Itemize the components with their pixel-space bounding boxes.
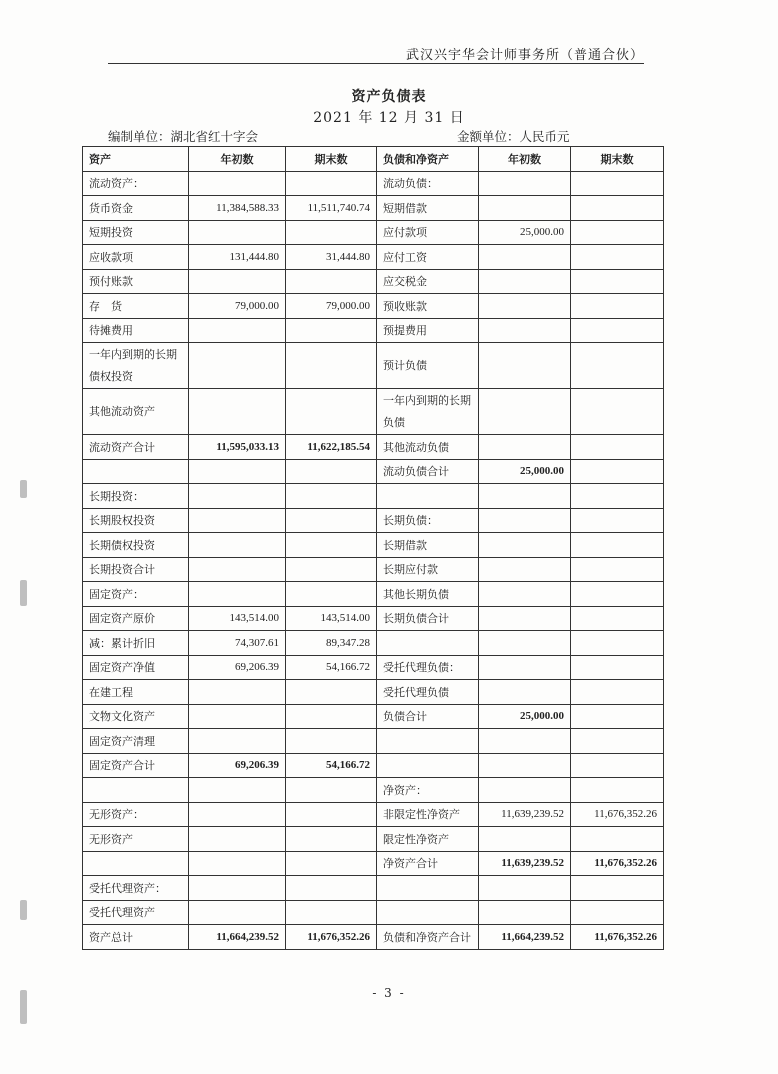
amount-cell [479, 294, 571, 319]
amount-cell [571, 827, 664, 852]
amount-cell [479, 245, 571, 270]
page-title: 资产负债表 [351, 89, 427, 105]
table-row [83, 827, 664, 852]
amount-cell [571, 582, 664, 607]
amount-cell [189, 484, 286, 509]
amount-cell [479, 876, 571, 901]
col-header-assets-opening: 年初数 [189, 147, 286, 172]
amount-cell [286, 827, 377, 852]
binding-hole-mark [20, 580, 27, 606]
amount-cell [571, 484, 664, 509]
table-row [83, 196, 664, 221]
amount-cell [189, 680, 286, 705]
item-label-cell: 净资产合计 [377, 851, 479, 876]
item-label-cell: 其他流动资产 [83, 389, 189, 435]
amount-cell: 11,511,740.74 [286, 196, 377, 221]
col-header-assets-closing: 期末数 [286, 147, 377, 172]
amount-cell [479, 631, 571, 656]
amount-cell [286, 876, 377, 901]
amount-cell [189, 876, 286, 901]
table-row [83, 876, 664, 901]
item-label-cell: 应收款项 [83, 245, 189, 270]
item-label-cell: 文物文化资产 [83, 704, 189, 729]
table-row [83, 753, 664, 778]
amount-cell: 25,000.00 [479, 459, 571, 484]
table-row [83, 484, 664, 509]
item-label-cell: 长期负债： [377, 508, 479, 533]
amount-cell [571, 631, 664, 656]
amount-cell [189, 582, 286, 607]
header-rule [108, 63, 644, 64]
col-header-liabilities-opening: 年初数 [479, 147, 571, 172]
item-label-cell: 存 货 [83, 294, 189, 319]
table-row [83, 318, 664, 343]
table-row [83, 269, 664, 294]
amount-cell [571, 220, 664, 245]
amount-cell: 11,664,239.52 [479, 925, 571, 950]
amount-cell [479, 778, 571, 803]
table-row [83, 582, 664, 607]
amount-cell: 11,676,352.26 [571, 925, 664, 950]
item-label-cell: 应付工资 [377, 245, 479, 270]
item-label-cell: 受托代理资产： [83, 876, 189, 901]
amount-cell [189, 900, 286, 925]
item-label-cell: 受托代理负债： [377, 655, 479, 680]
amount-cell [571, 171, 664, 196]
amount-cell [571, 196, 664, 221]
amount-cell [286, 704, 377, 729]
amount-cell [479, 269, 571, 294]
amount-cell [479, 484, 571, 509]
item-label-cell [377, 484, 479, 509]
table-row [83, 900, 664, 925]
amount-cell: 11,622,185.54 [286, 435, 377, 460]
amount-cell [286, 171, 377, 196]
amount-cell [189, 729, 286, 754]
amount-cell [571, 459, 664, 484]
amount-cell [479, 753, 571, 778]
amount-cell [189, 508, 286, 533]
currency-unit: 金额单位：人民币元 [457, 129, 570, 144]
item-label-cell: 固定资产： [83, 582, 189, 607]
item-label-cell [377, 753, 479, 778]
amount-cell [571, 245, 664, 270]
item-label-cell: 固定资产原价 [83, 606, 189, 631]
reporting-entity: 编制单位：湖北省红十字会 [108, 129, 259, 144]
amount-cell [479, 582, 571, 607]
amount-cell: 11,639,239.52 [479, 851, 571, 876]
table-row [83, 704, 664, 729]
item-label-cell: 净资产： [377, 778, 479, 803]
item-label-cell [377, 729, 479, 754]
amount-cell [571, 704, 664, 729]
binding-hole-mark [20, 900, 27, 920]
amount-cell [189, 343, 286, 389]
amount-cell [189, 704, 286, 729]
item-label-cell: 其他流动负债 [377, 435, 479, 460]
col-header-liabilities-closing: 期末数 [571, 147, 664, 172]
item-label-cell: 固定资产合计 [83, 753, 189, 778]
amount-cell [286, 220, 377, 245]
table-row [83, 778, 664, 803]
amount-cell [189, 851, 286, 876]
amount-cell: 74,307.61 [189, 631, 286, 656]
item-label-cell: 长期债权投资 [83, 533, 189, 558]
item-label-cell: 负债合计 [377, 704, 479, 729]
table-row [83, 655, 664, 680]
item-label-cell: 受托代理资产 [83, 900, 189, 925]
item-label-cell [377, 876, 479, 901]
amount-cell [571, 343, 664, 389]
amount-cell [571, 318, 664, 343]
amount-cell [286, 389, 377, 435]
table-row [83, 220, 664, 245]
item-label-cell: 受托代理负债 [377, 680, 479, 705]
amount-cell [571, 557, 664, 582]
amount-cell [479, 389, 571, 435]
item-label-cell: 无形资产： [83, 802, 189, 827]
table-row [83, 557, 664, 582]
amount-cell [286, 778, 377, 803]
col-header-liabilities: 负债和净资产 [377, 147, 479, 172]
amount-cell [479, 508, 571, 533]
table-row [83, 508, 664, 533]
item-label-cell: 限定性净资产 [377, 827, 479, 852]
amount-cell [571, 269, 664, 294]
binding-hole-mark [20, 990, 27, 1024]
item-label-cell: 在建工程 [83, 680, 189, 705]
item-label-cell [377, 631, 479, 656]
amount-cell [479, 343, 571, 389]
amount-cell [571, 435, 664, 460]
amount-cell [479, 435, 571, 460]
item-label-cell [377, 900, 479, 925]
amount-cell: 79,000.00 [286, 294, 377, 319]
amount-cell: 54,166.72 [286, 655, 377, 680]
amount-cell: 11,676,352.26 [286, 925, 377, 950]
item-label-cell: 流动资产合计 [83, 435, 189, 460]
amount-cell [479, 557, 571, 582]
amount-cell: 131,444.80 [189, 245, 286, 270]
amount-cell [189, 318, 286, 343]
amount-cell [189, 220, 286, 245]
amount-cell: 89,347.28 [286, 631, 377, 656]
amount-cell [286, 802, 377, 827]
amount-cell [189, 802, 286, 827]
amount-cell: 54,166.72 [286, 753, 377, 778]
table-row [83, 851, 664, 876]
item-label-cell: 流动负债： [377, 171, 479, 196]
item-label-cell: 货币资金 [83, 196, 189, 221]
amount-cell [189, 269, 286, 294]
item-label-cell [83, 851, 189, 876]
amount-cell: 69,206.39 [189, 655, 286, 680]
table-row [83, 294, 664, 319]
page-number: - 3 - [372, 986, 406, 1000]
amount-cell: 143,514.00 [286, 606, 377, 631]
amount-cell [286, 900, 377, 925]
amount-cell [571, 729, 664, 754]
amount-cell [286, 343, 377, 389]
item-label-cell: 一年内到期的长期负债 [377, 389, 479, 435]
item-label-cell: 资产总计 [83, 925, 189, 950]
amount-cell [571, 876, 664, 901]
firm-name: 武汉兴宇华会计师事务所（普通合伙） [405, 48, 644, 63]
item-label-cell: 预计负债 [377, 343, 479, 389]
amount-cell [189, 171, 286, 196]
amount-cell [286, 484, 377, 509]
item-label-cell: 长期股权投资 [83, 508, 189, 533]
amount-cell [286, 533, 377, 558]
amount-cell: 11,639,239.52 [479, 802, 571, 827]
amount-cell [571, 389, 664, 435]
amount-cell [479, 196, 571, 221]
amount-cell [286, 582, 377, 607]
item-label-cell: 流动负债合计 [377, 459, 479, 484]
amount-cell: 79,000.00 [189, 294, 286, 319]
amount-cell [571, 508, 664, 533]
amount-cell: 143,514.00 [189, 606, 286, 631]
amount-cell [286, 851, 377, 876]
item-label-cell [83, 459, 189, 484]
amount-cell: 11,384,588.33 [189, 196, 286, 221]
amount-cell: 25,000.00 [479, 220, 571, 245]
table-row [83, 606, 664, 631]
item-label-cell: 预提费用 [377, 318, 479, 343]
amount-cell [571, 606, 664, 631]
table-row [83, 680, 664, 705]
amount-cell [286, 729, 377, 754]
item-label-cell: 应交税金 [377, 269, 479, 294]
amount-cell [189, 533, 286, 558]
amount-cell [286, 318, 377, 343]
item-label-cell: 长期负债合计 [377, 606, 479, 631]
amount-cell [189, 557, 286, 582]
table-row [83, 435, 664, 460]
table-row [83, 389, 664, 435]
balance-sheet-table [82, 146, 664, 950]
item-label-cell: 长期借款 [377, 533, 479, 558]
amount-cell [479, 171, 571, 196]
amount-cell [479, 729, 571, 754]
report-date: 2021 年 12 月 31 日 [313, 110, 465, 126]
item-label-cell: 长期投资： [83, 484, 189, 509]
amount-cell: 11,595,033.13 [189, 435, 286, 460]
item-label-cell: 非限定性净资产 [377, 802, 479, 827]
amount-cell: 11,664,239.52 [189, 925, 286, 950]
col-header-assets: 资产 [83, 147, 189, 172]
amount-cell [189, 459, 286, 484]
item-label-cell: 应付款项 [377, 220, 479, 245]
item-label-cell: 长期应付款 [377, 557, 479, 582]
table-row [83, 631, 664, 656]
amount-cell: 31,444.80 [286, 245, 377, 270]
amount-cell [571, 294, 664, 319]
table-row [83, 245, 664, 270]
table-row [83, 925, 664, 950]
amount-cell: 11,676,352.26 [571, 851, 664, 876]
table-row [83, 343, 664, 389]
amount-cell [189, 778, 286, 803]
item-label-cell: 固定资产净值 [83, 655, 189, 680]
item-label-cell: 待摊费用 [83, 318, 189, 343]
item-label-cell: 一年内到期的长期债权投资 [83, 343, 189, 389]
amount-cell [479, 680, 571, 705]
table-row [83, 729, 664, 754]
amount-cell: 11,676,352.26 [571, 802, 664, 827]
amount-cell [571, 753, 664, 778]
item-label-cell: 短期投资 [83, 220, 189, 245]
amount-cell [286, 680, 377, 705]
table-row [83, 171, 664, 196]
amount-cell [189, 389, 286, 435]
item-label-cell: 短期借款 [377, 196, 479, 221]
item-label-cell [83, 778, 189, 803]
table-row [83, 459, 664, 484]
amount-cell: 25,000.00 [479, 704, 571, 729]
amount-cell [286, 269, 377, 294]
item-label-cell: 预付账款 [83, 269, 189, 294]
amount-cell [479, 533, 571, 558]
amount-cell [479, 655, 571, 680]
table-header-row [83, 147, 664, 172]
amount-cell [571, 900, 664, 925]
item-label-cell: 固定资产清理 [83, 729, 189, 754]
amount-cell [479, 900, 571, 925]
item-label-cell: 减：累计折旧 [83, 631, 189, 656]
amount-cell [479, 318, 571, 343]
amount-cell [571, 533, 664, 558]
amount-cell [571, 680, 664, 705]
amount-cell [479, 827, 571, 852]
item-label-cell: 其他长期负债 [377, 582, 479, 607]
amount-cell [571, 778, 664, 803]
item-label-cell: 无形资产 [83, 827, 189, 852]
amount-cell [479, 606, 571, 631]
item-label-cell: 长期投资合计 [83, 557, 189, 582]
binding-hole-mark [20, 480, 27, 498]
amount-cell [286, 508, 377, 533]
amount-cell [286, 459, 377, 484]
item-label-cell: 负债和净资产合计 [377, 925, 479, 950]
amount-cell [286, 557, 377, 582]
table-row [83, 533, 664, 558]
amount-cell: 69,206.39 [189, 753, 286, 778]
item-label-cell: 预收账款 [377, 294, 479, 319]
item-label-cell: 流动资产： [83, 171, 189, 196]
amount-cell [571, 655, 664, 680]
amount-cell [189, 827, 286, 852]
table-row [83, 802, 664, 827]
